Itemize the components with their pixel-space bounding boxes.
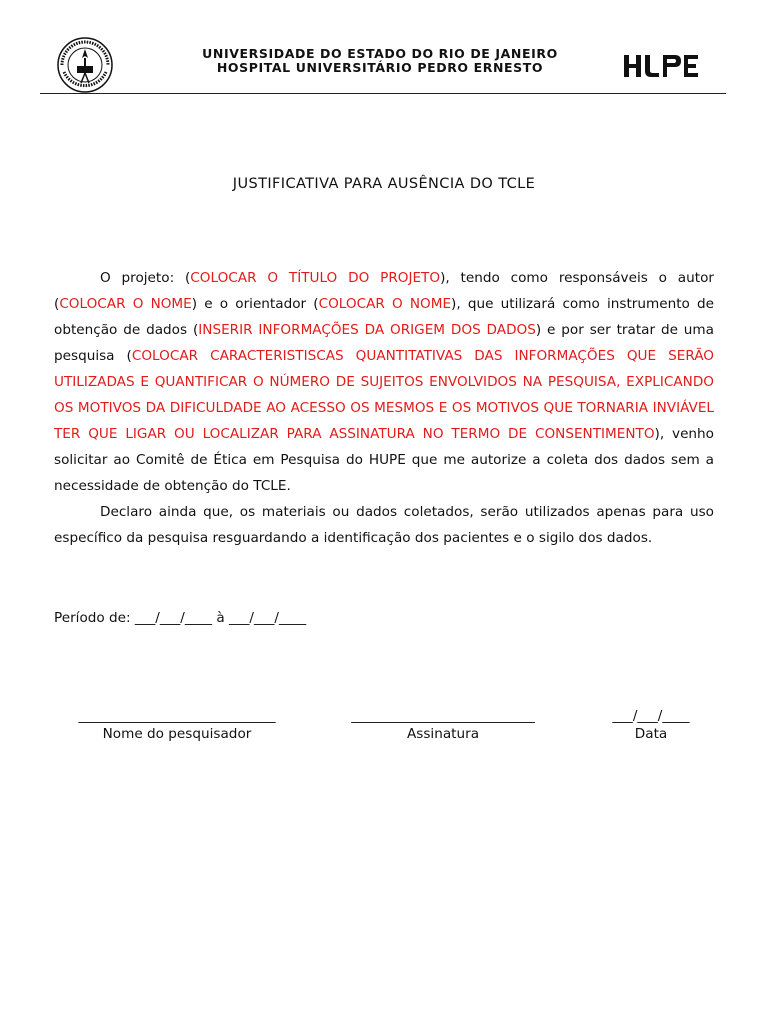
signature-assinatura (328, 708, 558, 742)
text-segment: ), venho solicitar ao Comitê de Ética em Pesquisa do HUPE que me autorize a coleta dos dados sem a necessidade de obtenção do TCLE. (54, 426, 714, 494)
document-body (54, 265, 714, 551)
text-segment: O projeto: ( (100, 270, 191, 286)
uerj-seal-icon (54, 36, 116, 94)
institution-name (150, 47, 610, 75)
signature-label: Assinatura (406, 726, 480, 742)
signature-pesquisador (54, 708, 300, 742)
placeholder-nome-orientador: COLOCAR O NOME (318, 296, 452, 312)
signature-label: Nome do pesquisador (102, 726, 252, 742)
placeholder-titulo-projeto: COLOCAR O TÍTULO DO PROJETO (190, 270, 441, 286)
text-segment: ) e o orientador ( (191, 296, 319, 312)
signature-line: ___/___/____ (612, 708, 690, 724)
signature-label: Data (634, 726, 668, 742)
signature-line: ___________________________ (351, 708, 535, 724)
placeholder-origem-dados: INSERIR INFORMAÇÕES DA ORIGEM DOS DADOS (198, 322, 536, 338)
text-segment: ) e por ser tratar de uma pesquisa ( (54, 322, 714, 364)
text-segment: ), tendo como responsáveis o autor ( (54, 270, 714, 312)
paragraph-declaracao: Declaro ainda que, os materiais ou dados coletados, serão utilizados apenas para uso específico da pesquisa resguardando a identificação dos pacientes e o sigilo dos dados. (54, 504, 714, 546)
placeholder-caracteristicas: COLOCAR CARACTERISTISCAS QUANTITATIVAS DAS INFORMAÇÕES QUE SERÃO UTILIZADAS E QUANTIFICAR O NÚMERO DE SUJEITOS ENVOLVIDOS NA PESQUISA, EXPLICANDO OS MOTIVOS DA DIFICULDADE AO ACESSO OS MESMOS E OS MOTIVOS QUE TORNARIA INVIÁVEL TER QUE LIGAR OU LOCALIZAR PARA ASSINATURA NO TERMO DE CONSENTIMENTO (54, 348, 714, 442)
placeholder-nome-autor: COLOCAR O NOME (59, 296, 192, 312)
signature-data (596, 708, 706, 742)
institution-line-1: UNIVERSIDADE DO ESTADO DO RIO DE JANEIRO (202, 46, 558, 61)
periodo-field: Período de: ___/___/____ à ___/___/____ (54, 610, 307, 626)
text-segment: ), que utilizará como instrumento de obtenção de dados ( (54, 296, 715, 338)
hupe-logo-icon (622, 52, 702, 80)
document-title: JUSTIFICATIVA PARA AUSÊNCIA DO TCLE (232, 176, 536, 192)
header-divider (40, 93, 726, 94)
paragraph-justificativa (54, 265, 714, 499)
institution-line-2: HOSPITAL UNIVERSITÁRIO PEDRO ERNESTO (216, 60, 544, 75)
signature-line: _____________________________ (78, 708, 276, 724)
document-header (40, 36, 726, 94)
